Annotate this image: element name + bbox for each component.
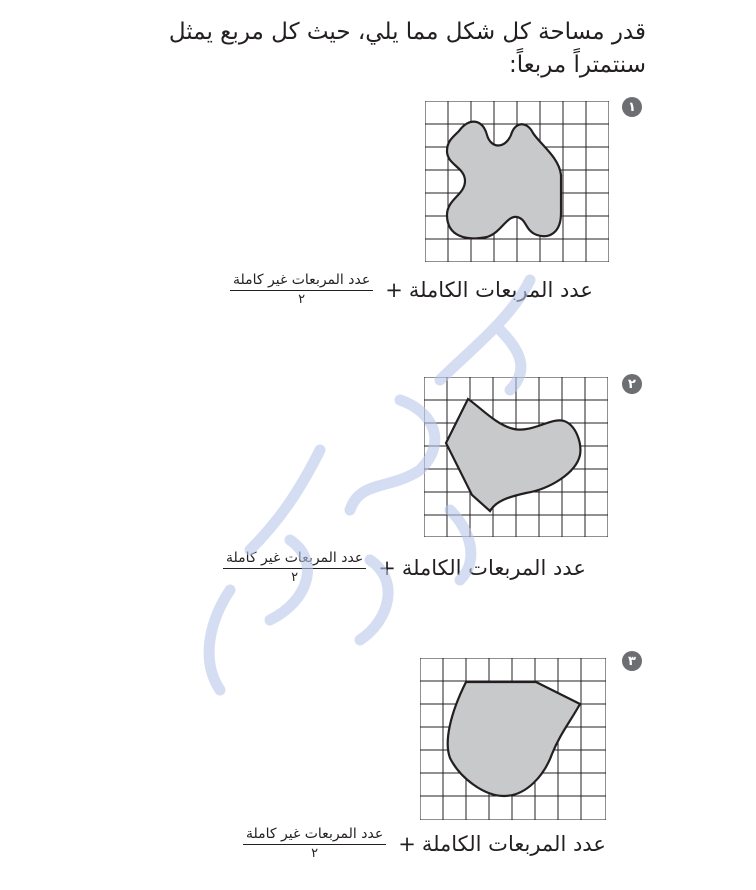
irregular-shape-3 [448,682,580,796]
problem-number-badge: ٣ [622,651,642,671]
plus-sign: + [385,277,403,302]
problem-number-badge: ٢ [622,374,642,394]
problem-number-badge: ١ [622,97,642,117]
partial-squares-fraction [223,550,366,585]
partial-squares-fraction [243,826,386,861]
irregular-shape-1 [447,122,561,239]
partial-squares-fraction [230,272,373,307]
fraction-numerator: عدد المربعات غير كاملة [230,272,373,291]
instruction-text: قدر مساحة كل شكل مما يلي، حيث كل مربع يمثل سنتمتراً مربعاً: [168,19,646,78]
irregular-shape-2 [446,399,580,511]
area-grid-1 [425,101,609,262]
plus-sign: + [378,555,396,580]
full-squares-term: عدد المربعات الكاملة [421,831,606,856]
plus-sign: + [398,831,416,856]
fraction-numerator: عدد المربعات غير كاملة [243,826,386,845]
fraction-denominator: ٢ [291,570,299,585]
area-formula-3 [243,826,606,861]
full-squares-term: عدد المربعات الكاملة [401,555,586,580]
area-formula-2 [223,550,586,585]
area-grid-2 [424,377,608,537]
fraction-numerator: عدد المربعات غير كاملة [223,550,366,569]
area-formula-1 [230,272,593,307]
fraction-denominator: ٢ [298,292,306,307]
full-squares-term: عدد المربعات الكاملة [408,277,593,302]
area-grid-3 [420,658,606,820]
fraction-denominator: ٢ [311,846,319,861]
